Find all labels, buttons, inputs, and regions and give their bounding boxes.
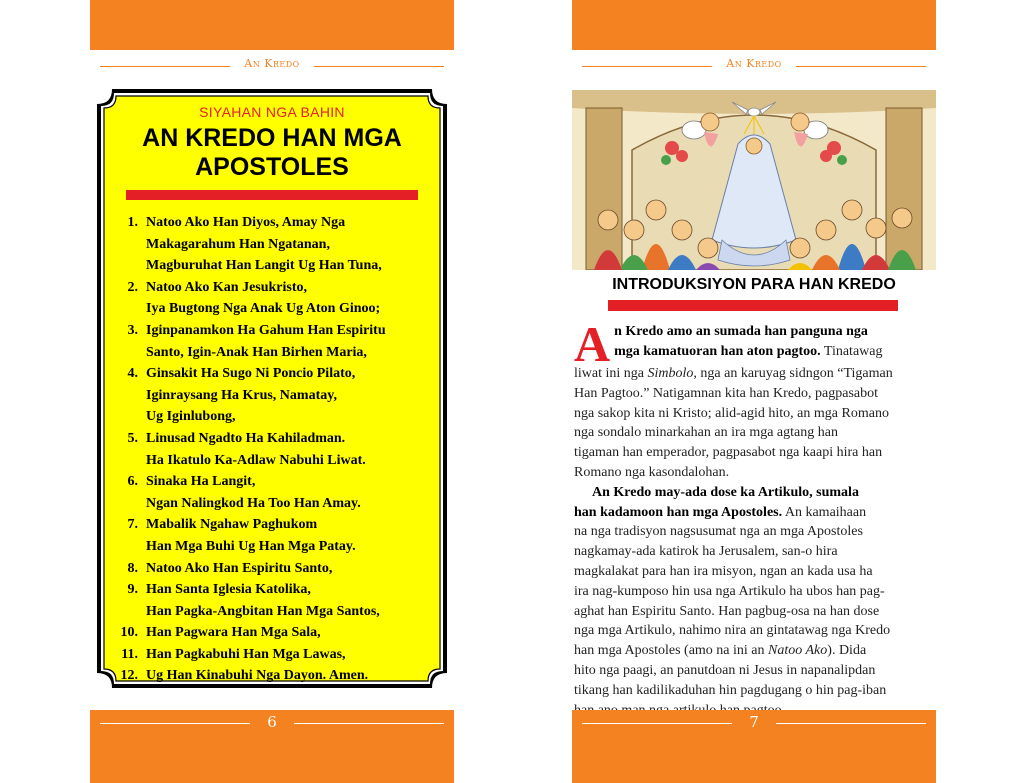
- article-item: [108, 471, 444, 514]
- article-item: [108, 665, 444, 687]
- footer: [572, 713, 936, 733]
- p2-line10: hito nga paagi, an panutdoan ni Jesus in napanalipdan: [574, 662, 876, 678]
- p1-line6: nga sondalo minarkahan an ira mga agtang han: [574, 425, 838, 441]
- article-number: 2.: [127, 279, 138, 295]
- creed-box: [94, 86, 450, 691]
- dropcap: A: [574, 316, 611, 372]
- article-item: [108, 644, 444, 666]
- article-line: Ngan Nalingkod Ha Too Han Amay.: [146, 495, 361, 511]
- article-number: 10.: [120, 625, 138, 641]
- article-line: Ug Iginlubong,: [146, 409, 236, 425]
- p2-line9-post: ). Dida: [827, 643, 867, 659]
- article-text: [146, 471, 444, 514]
- p2-line1: An Kredo may-ada dose ka Artikulo, sumala: [592, 484, 859, 500]
- p1-line1: n Kredo amo an sumada han panguna nga: [614, 324, 868, 339]
- creed-title: [94, 124, 450, 182]
- running-header: [90, 56, 454, 74]
- p2-line11: tikang han kadilikaduhan hin pagdugang o hin pag-iban: [574, 682, 887, 698]
- page-number: 7: [749, 713, 759, 731]
- p2-line6: ira nag-kumposo hin usa nga Artikulo ha ubos han pag-: [574, 583, 885, 599]
- p2-line9-pre: han mga Apostoles (amo na ini an: [574, 643, 769, 659]
- article-text: [146, 428, 444, 471]
- article-line: Mabalik Ngahaw Paghukom: [146, 517, 318, 533]
- article-text: [146, 514, 444, 557]
- article-line: Han Pagka-Angbitan Han Mga Santos,: [146, 603, 380, 619]
- p1-line5: nga sakop kita ni Kristo; alid-agid hito, an mga Romano: [574, 405, 889, 421]
- article-line: Santo, Igin-Anak Han Birhen Maria,: [146, 344, 367, 360]
- p1-line2-bold: mga kamatuoran han aton pagtoo.: [614, 343, 821, 359]
- p2-line5: magkalakat para han ira misyon, ngan an kada usa ha: [574, 563, 873, 579]
- p2-line2-bold: han kadamoon han mga Apostoles.: [574, 504, 783, 520]
- article-line: Ginsakit Ha Sugo Ni Poncio Pilato,: [146, 366, 356, 382]
- article-line: Iginraysang Ha Krus, Namatay,: [146, 387, 337, 403]
- article-text: [146, 558, 444, 580]
- top-orange-band: [572, 0, 936, 50]
- page-number: 6: [267, 713, 277, 731]
- article-line: Ha Ikatulo Ka-Adlaw Nabuhi Liwat.: [146, 452, 366, 468]
- intro-body: [574, 316, 922, 720]
- article-item: [108, 622, 444, 644]
- article-line: Han Santa Iglesia Katolika,: [146, 582, 311, 598]
- article-number: 11.: [121, 646, 138, 662]
- p1-line3-pre: liwat ini nga: [574, 366, 648, 381]
- article-item: [108, 363, 444, 428]
- article-line: Han Pagwara Han Mga Sala,: [146, 625, 321, 641]
- article-text: [146, 622, 444, 644]
- p1-line2-rest: Tinatawag: [820, 343, 883, 359]
- article-line: Iginpanamkon Ha Gahum Han Espiritu: [146, 322, 386, 338]
- article-line: Sinaka Ha Langit,: [146, 474, 256, 490]
- header-rule-right: [314, 66, 444, 67]
- article-line: Makagarahum Han Ngatanan,: [146, 236, 330, 252]
- article-text: [146, 363, 444, 428]
- article-text: [146, 212, 444, 277]
- article-line: Ug Han Kinabuhi Nga Dayon. Amen.: [146, 668, 369, 684]
- article-line: Han Mga Buhi Ug Han Mga Patay.: [146, 538, 356, 554]
- article-line: Natoo Ako Kan Jesukristo,: [146, 279, 308, 295]
- creed-content: [94, 86, 450, 691]
- article-number: 6.: [127, 474, 138, 490]
- footer-rule-right: [294, 723, 444, 724]
- article-text: [146, 579, 444, 622]
- creed-title-line2: APOSTOLES: [195, 153, 349, 181]
- article-item: [108, 320, 444, 363]
- article-line: Han Pagkabuhi Han Mga Lawas,: [146, 646, 346, 662]
- p1-line8: Romano nga kasondalohan.: [574, 464, 730, 480]
- article-line: Natoo Ako Han Diyos, Amay Nga: [146, 215, 346, 230]
- article-text: [146, 320, 444, 363]
- footer: [90, 713, 454, 733]
- footer-rule-right: [776, 723, 926, 724]
- intro-heading: INTRODUKSIYON PARA HAN KREDO: [612, 276, 896, 293]
- p2-line7: aghat han Espiritu Santo. Han pagbug-osa na han dose: [574, 603, 880, 619]
- article-line: Magburuhat Han Langit Ug Han Tuna,: [146, 258, 382, 274]
- p1-line7: tigaman han emperador, pagpasabot nga kaapi hira han: [574, 445, 883, 461]
- left-page: [90, 0, 454, 783]
- top-orange-band: [90, 0, 454, 50]
- p2-line2-rest: An kamaihaan: [782, 504, 867, 520]
- article-item: [108, 558, 444, 580]
- p2-line8: nga mga Artikulo, nahimo nira an gintatawag nga Kredo: [574, 623, 891, 639]
- p1-line3-italic: Simbolo: [647, 366, 694, 381]
- articles-list: [108, 212, 444, 687]
- article-number: 12.: [120, 668, 138, 684]
- article-item: [108, 277, 444, 320]
- article-text: [146, 665, 444, 687]
- article-number: 4.: [127, 366, 138, 382]
- article-line: Natoo Ako Han Espiritu Santo,: [146, 560, 333, 576]
- article-number: 5.: [127, 430, 138, 446]
- p2-line3: na nga tradisyon nagsusumat nga an mga Apostoles: [574, 524, 863, 540]
- running-head-text: An Kredo: [244, 57, 300, 70]
- paragraph-1: [574, 316, 922, 483]
- part-label: SIYAHAN NGA BAHIN: [199, 104, 345, 120]
- article-line: Iya Bugtong Nga Anak Ug Aton Ginoo;: [146, 301, 381, 317]
- p2-line4: nagkamay-ada katirok ha Jerusalem, san-o hira: [574, 544, 838, 560]
- article-item: [108, 514, 444, 557]
- p1-line4: Han Pagtoo.” Natigamnan kita han Kredo, pagpasabot: [574, 385, 879, 401]
- header-rule-right: [796, 66, 926, 67]
- p2-line9-italic: Natoo Ako: [768, 643, 828, 659]
- creed-title-line1: AN KREDO HAN MGA: [142, 124, 402, 152]
- article-text: [146, 277, 444, 320]
- article-number: 7.: [127, 517, 138, 533]
- article-item: [108, 428, 444, 471]
- article-item: [108, 579, 444, 622]
- running-head-text: An Kredo: [726, 57, 782, 70]
- pentecost-illustration: [572, 90, 936, 270]
- article-item: [108, 212, 444, 277]
- article-text: [146, 644, 444, 666]
- article-number: 8.: [127, 560, 138, 576]
- running-header: [572, 56, 936, 74]
- article-number: 1.: [127, 215, 138, 230]
- title-red-bar: [126, 190, 418, 200]
- p1-line3-post: , nga an karuyag sidngon “Tigaman: [693, 366, 893, 381]
- article-line: Linusad Ngadto Ha Kahiladman.: [146, 430, 346, 446]
- article-number: 3.: [127, 322, 138, 338]
- heading-red-bar: [608, 300, 898, 311]
- paragraph-2: [574, 483, 922, 721]
- right-page: [572, 0, 936, 783]
- article-number: 9.: [127, 582, 138, 598]
